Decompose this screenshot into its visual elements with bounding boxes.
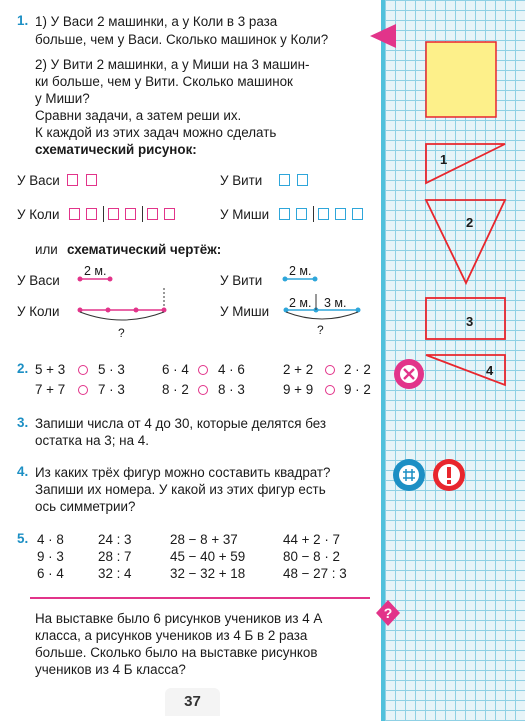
figure-1-label: 1 — [440, 152, 448, 167]
vitya-box — [297, 174, 308, 186]
t2-r1-d: 4 · 6 — [218, 362, 245, 377]
figure-4-label: 4 — [486, 363, 494, 378]
figure-2-triangle — [426, 200, 505, 283]
page-number: 37 — [165, 688, 220, 716]
vasya-segment-label: 2 м. — [84, 264, 107, 278]
task-3-number: 3. — [17, 415, 29, 430]
schematic-drawing-heading: схематический чертёж: — [67, 242, 222, 257]
task-4-line2: Запиши их номера. У какой из этих фигур есть — [35, 482, 326, 497]
vasya-segment — [76, 272, 116, 286]
task-1-p2-line2: ки больше, чем у Вити. Сколько машинок — [35, 74, 293, 89]
t2-r1-f: 2 · 2 — [344, 362, 371, 377]
t2-r2-c: 8 · 2 — [162, 382, 189, 397]
t2-r2-a: 7 + 7 — [35, 382, 66, 397]
misha-box — [296, 208, 307, 220]
t5-c2-r2: 28 : 7 — [98, 549, 132, 564]
or-word: или — [35, 242, 58, 257]
t5-c3-r1: 28 − 8 + 37 — [170, 532, 238, 547]
kolya-box — [86, 208, 97, 220]
misha-label-1: У Миши — [220, 207, 270, 222]
bonus-line4: учеников из 4 Б класса? — [35, 662, 186, 677]
t2-r1-c: 6 · 4 — [162, 362, 189, 377]
vasya-label-2: У Васи — [17, 273, 60, 288]
bonus-separator — [30, 597, 370, 599]
misha-segment-label-2m: 2 м. — [289, 296, 312, 310]
task-1-p1-line2: больше, чем у Васи. Сколько машинок у Коли? — [35, 32, 329, 47]
vitya-segment — [281, 272, 321, 286]
task-5-number: 5. — [17, 531, 29, 546]
figure-1-triangle — [426, 144, 505, 183]
t5-c1-r1: 4 · 8 — [37, 532, 64, 547]
misha-segment — [280, 290, 370, 326]
kolya-label-1: У Коли — [17, 207, 60, 222]
t5-c4-r2: 80 − 8 · 2 — [283, 549, 340, 564]
figure-2-label: 2 — [466, 215, 474, 230]
kolya-box — [125, 208, 136, 220]
exclamation-icon — [432, 458, 466, 492]
misha-box — [279, 208, 290, 220]
compare-circle — [325, 385, 335, 395]
vitya-label-1: У Вити — [220, 173, 263, 188]
task-4-line1: Из каких трёх фигур можно составить квадрат? — [35, 465, 331, 480]
task-1-each-line: К каждой из этих задач можно сделать — [35, 125, 277, 140]
misha-segment-label-3m: 3 м. — [324, 296, 347, 310]
compare-circle — [325, 365, 335, 375]
t5-c3-r2: 45 − 40 + 59 — [170, 549, 246, 564]
compare-circle — [198, 365, 208, 375]
t2-r2-b: 7 · 3 — [98, 382, 125, 397]
grid-icon — [392, 458, 426, 492]
t5-c4-r1: 44 + 2 · 7 — [283, 532, 340, 547]
t2-r2-d: 8 · 3 — [218, 382, 245, 397]
kolya-box — [69, 208, 80, 220]
t5-c4-r3: 48 − 27 : 3 — [283, 566, 347, 581]
t2-r2-f: 9 · 2 — [344, 382, 371, 397]
kolya-box — [164, 208, 175, 220]
kolya-box — [147, 208, 158, 220]
t5-c2-r3: 32 : 4 — [98, 566, 132, 581]
question-icon — [374, 598, 402, 628]
svg-text:?: ? — [383, 605, 393, 621]
vasya-box — [86, 174, 97, 186]
kolya-question: ? — [118, 326, 125, 340]
geometry-figures — [410, 30, 520, 390]
task-4-line3: ось симметрии? — [35, 499, 136, 514]
task-3-line1: Запиши числа от 4 до 30, которые делятся без — [35, 416, 327, 431]
vasya-label-1: У Васи — [17, 173, 60, 188]
misha-box — [352, 208, 363, 220]
bonus-line1: На выставке было 6 рисунков учеников из 4 А — [35, 611, 323, 626]
compare-circle — [78, 385, 88, 395]
vitya-label-2: У Вити — [220, 273, 263, 288]
t5-c3-r3: 32 − 32 + 18 — [170, 566, 246, 581]
vasya-box — [67, 174, 78, 186]
bonus-line2: класса, а рисунков учеников из 4 Б в 2 раза — [35, 628, 308, 643]
task-1-p2-line1: 2) У Вити 2 машинки, а у Миши на 3 машин- — [35, 57, 310, 72]
kolya-label-2: У Коли — [17, 304, 60, 319]
kolya-box — [108, 208, 119, 220]
t2-r1-e: 2 + 2 — [283, 362, 314, 377]
task-3-line2: остатка на 3; на 4. — [35, 433, 149, 448]
t5-c1-r2: 9 · 3 — [37, 549, 64, 564]
figure-3-label: 3 — [466, 314, 474, 329]
pink-pointer-icon — [368, 22, 398, 50]
misha-box — [318, 208, 329, 220]
misha-label-2: У Миши — [220, 304, 270, 319]
compare-circle — [198, 385, 208, 395]
t5-c2-r1: 24 : 3 — [98, 532, 132, 547]
bonus-line3: больше. Сколько было на выставке рисунков — [35, 645, 318, 660]
misha-separator — [313, 206, 314, 222]
t5-c1-r3: 6 · 4 — [37, 566, 64, 581]
task-1-number: 1. — [17, 13, 29, 28]
multiplication-sign-icon — [393, 358, 425, 390]
kolya-segment — [74, 286, 174, 326]
task-4-number: 4. — [17, 464, 29, 479]
kolya-separator — [103, 206, 104, 222]
kolya-separator — [142, 206, 143, 222]
yellow-square — [426, 42, 496, 117]
t2-r1-b: 5 · 3 — [98, 362, 125, 377]
task-2-number: 2. — [17, 361, 29, 376]
misha-box — [335, 208, 346, 220]
task-1-schematic-picture: схематический рисунок: — [35, 142, 197, 157]
task-1-p1-line1: 1) У Васи 2 машинки, а у Коли в 3 раза — [35, 14, 278, 29]
task-1-compare-line: Сравни задачи, а затем реши их. — [35, 108, 242, 123]
vitya-box — [279, 174, 290, 186]
task-1-p2-line3: у Миши? — [35, 91, 90, 106]
t2-r1-a: 5 + 3 — [35, 362, 66, 377]
vitya-segment-label: 2 м. — [289, 264, 312, 278]
t2-r2-e: 9 + 9 — [283, 382, 314, 397]
misha-question: ? — [317, 323, 324, 337]
compare-circle — [78, 365, 88, 375]
